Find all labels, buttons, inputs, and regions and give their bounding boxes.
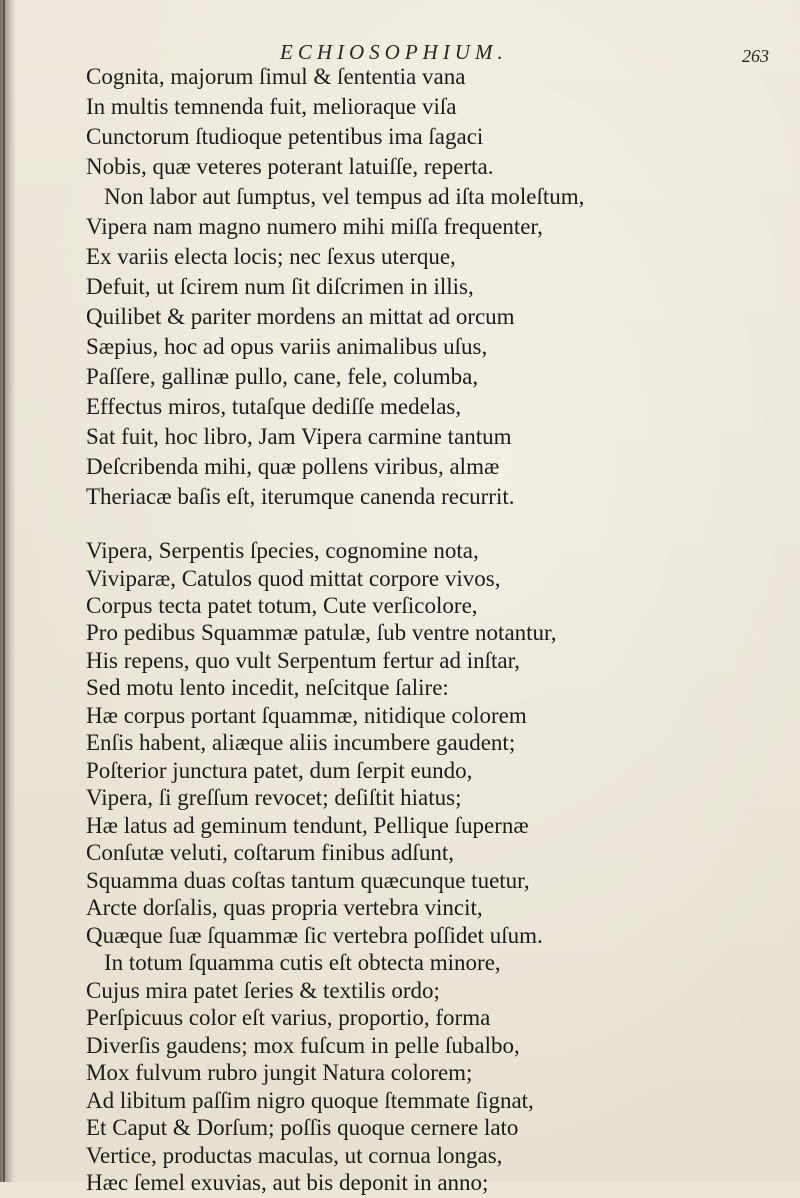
verse-line: Effectus miros, tutaſque dediſſe medelas, — [86, 394, 462, 419]
verse-line: Theriacæ baſis eſt, iterumque canenda recurrit. — [86, 484, 515, 509]
verse-line: Cunctorum ſtudioque petentibus ima ſagaci — [86, 124, 484, 149]
verse-line: Vipera, Serpentis ſpecies, cognomine nota, — [86, 538, 479, 563]
verse-line: Ad libitum paſſim nigro quoque ſtemmate ſignat, — [86, 1087, 534, 1113]
verse-line: In multis temnenda fuit, melioraque viſa — [86, 94, 457, 119]
verse-line: Defuit, ut ſcirem num ſit diſcrimen in illis, — [86, 274, 474, 299]
verse-line: Diverſis gaudens; mox fuſcum in pelle ſubalbo, — [86, 1032, 520, 1058]
verse-line: Pro pedibus Squammæ patulæ, ſub ventre notantur, — [86, 620, 557, 646]
verse-line: Sed motu lento incedit, neſcitque ſalire: — [86, 675, 449, 701]
verse-line: Hæc ſemel exuvias, aut bis deponit in anno; — [86, 1170, 489, 1195]
page-number: 263 — [742, 46, 769, 66]
verse-line: Nobis, quæ veteres poterant latuiſſe, reperta. — [86, 154, 494, 179]
verse-line: In totum ſquamma cutis eſt obtecta minore, — [104, 950, 501, 976]
running-head-title: ECHIOSOPHIUM. — [280, 40, 508, 64]
verse-line: Mox fulvum rubro jungit Natura colorem; — [86, 1060, 473, 1086]
verse-line: Quæque ſuæ ſquammæ ſic vertebra poſſidet uſum. — [86, 922, 543, 948]
binding-edge-line — [3, 0, 5, 1182]
verse-line: Vertice, productas maculas, ut cornua longas, — [86, 1142, 503, 1168]
verse-line: Arcte dorſalis, quas propria vertebra vincit, — [86, 895, 483, 921]
verse-line: Sat fuit, hoc libro, Jam Vipera carmine tantum — [86, 424, 512, 449]
verse-line: Sæpius, hoc ad opus variis animalibus uſus, — [86, 334, 488, 359]
verse-line: Cognita, majorum ſimul & ſententia vana — [86, 64, 466, 89]
verse-line: Corpus tecta patet totum, Cute verſicolore, — [86, 593, 478, 618]
verse-line: Cujus mira patet ſeries & textilis ordo; — [86, 977, 440, 1003]
verse-line: Hæ latus ad geminum tendunt, Pellique ſupernæ — [86, 812, 529, 838]
verse-line: Vipera nam magno numero mihi miſſa frequenter, — [86, 214, 543, 239]
verse-line: Vipera, ſi greſſum revocet; deſiſtit hiatus; — [86, 785, 462, 811]
verse-line: Quilibet & pariter mordens an mittat ad orcum — [86, 304, 515, 329]
verse-line: Squamma duas coſtas tantum quæcunque tuetur, — [86, 867, 530, 893]
verse-line: Paſſere, gallinæ pullo, cane, fele, columba, — [86, 364, 479, 389]
verse-line: Hæ corpus portant ſquammæ, nitidique colorem — [86, 702, 527, 728]
verse-line: Non labor aut ſumptus, vel tempus ad iſta moleſtum, — [104, 184, 585, 209]
verse-line: His repens, quo vult Serpentum fertur ad inſtar, — [86, 647, 521, 673]
verse-line: Enſis habent, aliæque aliis incumbere gaudent; — [86, 730, 516, 756]
verse-line: Ex variis electa locis; nec ſexus uterque, — [86, 244, 456, 269]
verse-line: Et Caput & Dorſum; poſſis quoque cernere lato — [86, 1115, 519, 1140]
verse-line: Viviparæ, Catulos quod mittat corpore vivos, — [86, 565, 501, 591]
verse-line: Perſpicuus color eſt varius, proportio, forma — [86, 1005, 491, 1031]
verse-line: Poſterior junctura patet, dum ſerpit eundo, — [86, 757, 473, 783]
verse-line: Deſcribenda mihi, quæ pollens viribus, almæ — [86, 454, 500, 479]
verse-line: Conſutæ veluti, coſtarum finibus adſunt, — [86, 840, 454, 866]
